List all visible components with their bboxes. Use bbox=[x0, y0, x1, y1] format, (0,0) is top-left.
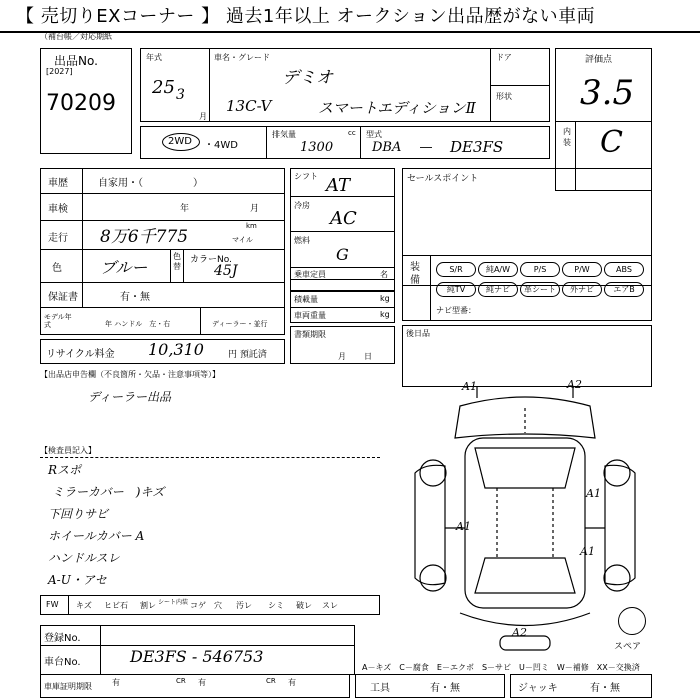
equip-item: エアB bbox=[604, 282, 644, 297]
ac-label: 冷房 bbox=[294, 201, 310, 210]
inspector-note: A-U・アセ bbox=[48, 573, 107, 587]
capacity-unit: 名 bbox=[380, 270, 388, 279]
model-name: デミオ bbox=[282, 68, 333, 88]
cert-item-cr: CR bbox=[266, 677, 276, 685]
equip-item: P/W bbox=[562, 262, 602, 277]
type-label: 型式 bbox=[366, 130, 382, 139]
recycle-unit: 円 預託済 bbox=[228, 350, 267, 360]
type-value: DE3FS bbox=[450, 138, 504, 156]
cert-label: 車庫証明期限 bbox=[44, 682, 92, 691]
car-damage-diagram bbox=[405, 378, 645, 658]
disp-value: 1300 bbox=[300, 140, 334, 155]
inspection-label: 車検 bbox=[48, 204, 68, 215]
lot-label: 出品No. bbox=[54, 54, 98, 68]
drive-2wd: 2WD bbox=[168, 136, 192, 147]
equip-item: 革シート bbox=[520, 282, 560, 297]
condition-item: 穴 bbox=[214, 601, 222, 610]
equip-item: ABS bbox=[604, 262, 644, 277]
history-label: 車歴 bbox=[48, 178, 68, 189]
grade-code: 13C-V bbox=[226, 97, 272, 115]
damage-legend: A－キズ C－腐食 E－エクボ S－サビ U－凹ミ W－補修 XX－交換済 bbox=[362, 663, 640, 672]
warranty-value: 有・無 bbox=[120, 292, 150, 303]
grade-name: スマートエディションⅡ bbox=[318, 99, 476, 117]
condition-item: キズ bbox=[76, 601, 92, 610]
weight-label: 車両重量 bbox=[294, 311, 326, 320]
equip-label: 装備 bbox=[410, 262, 420, 286]
chassis-value: DE3FS - 546753 bbox=[130, 647, 264, 666]
tools-label: 工具 bbox=[370, 683, 390, 694]
load-unit: kg bbox=[380, 294, 390, 303]
condition-item: 破レ bbox=[296, 601, 312, 610]
condition-item: シート内装 bbox=[158, 599, 189, 606]
score-value: 3.5 bbox=[580, 73, 635, 113]
equip-item: 純A/W bbox=[478, 262, 518, 277]
load-label: 積載量 bbox=[294, 295, 318, 304]
condition-item: スレ bbox=[322, 601, 338, 610]
inspector-note: 下回りサビ bbox=[48, 507, 109, 521]
fw-label: FW bbox=[46, 600, 59, 609]
score-label: 評価点 bbox=[585, 55, 613, 65]
weight-unit: kg bbox=[380, 310, 390, 319]
mark-a1-left: A1 bbox=[456, 520, 471, 533]
equip-item: P/S bbox=[520, 262, 560, 277]
inspector-note: ハンドルスレ bbox=[48, 551, 120, 565]
recycle-label: リサイクル料金 bbox=[46, 349, 115, 360]
drive-4wd: ・4WD bbox=[204, 140, 238, 151]
interior-value: C bbox=[600, 125, 623, 160]
condition-item: コゲ bbox=[190, 601, 206, 610]
model-label: 車名・グレード bbox=[214, 53, 270, 62]
inspector-note: ミラーカバー )キズ bbox=[52, 485, 165, 499]
condition-item: シミ bbox=[268, 601, 284, 610]
inspector-note: ホイールカバー A bbox=[48, 529, 145, 543]
spare-label: スペア bbox=[614, 642, 642, 652]
handle-label: 年 ハンドル 左・右 bbox=[105, 320, 171, 328]
color-label: 色 bbox=[52, 263, 62, 274]
declare-label: 【出品店申告欄（不良箇所・欠品・注意事項等）】 bbox=[40, 370, 220, 379]
condition-item: 汚レ bbox=[236, 601, 252, 610]
condition-item: ヒビ石 bbox=[104, 601, 128, 610]
jack-label: ジャッキ bbox=[518, 683, 558, 694]
equip-item: 純TV bbox=[436, 282, 476, 297]
interior-label: 内装 bbox=[563, 127, 571, 147]
equip-item: 外ナビ bbox=[562, 282, 602, 297]
mark-a2-front: A2 bbox=[567, 378, 582, 391]
color-value: ブルー bbox=[100, 258, 148, 277]
inspector-note: Rスポ bbox=[48, 463, 82, 477]
history-value: 自家用・（ ） bbox=[98, 178, 203, 189]
navi-label: ナビ型番： bbox=[436, 306, 476, 315]
lot-number: 70209 bbox=[46, 91, 116, 116]
expiry-unit: 月日 bbox=[338, 352, 390, 361]
declare-text: ディーラー出品 bbox=[88, 390, 172, 404]
shift-label: シフト bbox=[294, 172, 318, 181]
mark-a1-front: A1 bbox=[462, 380, 477, 393]
shape-label: 形状 bbox=[496, 92, 512, 101]
disp-unit: cc bbox=[348, 129, 356, 137]
door-label: ドア bbox=[496, 53, 512, 62]
year-value: 25 bbox=[152, 77, 175, 98]
inspection-month: 月 bbox=[250, 204, 260, 214]
spare-tire-icon bbox=[618, 607, 646, 635]
mileage-value: 8万6千775 bbox=[100, 227, 189, 247]
equip-item: S/R bbox=[436, 262, 476, 277]
jack-value: 有・無 bbox=[590, 683, 620, 694]
type-prefix: DBA bbox=[372, 140, 402, 155]
mark-a2-rear: A2 bbox=[512, 626, 527, 639]
month-value: 3 bbox=[176, 87, 185, 103]
auction-banner: 【 売切りEXコーナー 】 過去1年以上 オークション出品歴がない車両 bbox=[0, 0, 700, 33]
dealer-label: ディーラー・並行 bbox=[212, 320, 268, 328]
condition-item: 割レ bbox=[140, 601, 156, 610]
capacity-label: 乗車定員 bbox=[294, 270, 326, 279]
mark-a1-rear: A1 bbox=[580, 545, 595, 558]
lot-small: [2027] bbox=[46, 67, 73, 76]
cert-item: 有 bbox=[112, 678, 120, 687]
cert-item: 有 bbox=[288, 678, 296, 687]
ac-value: AC bbox=[330, 208, 357, 229]
inspector-label: 【検査員記入】 bbox=[40, 446, 96, 455]
chassis-label: 車台No. bbox=[44, 657, 81, 668]
mileage-label: 走行 bbox=[48, 233, 68, 244]
recycle-value: 10,310 bbox=[148, 340, 204, 359]
reg-label: 登録No. bbox=[44, 633, 81, 644]
sales-label: セールスポイント bbox=[407, 174, 479, 184]
fuel-value: G bbox=[336, 245, 349, 264]
shift-value: AT bbox=[326, 175, 351, 196]
color-swap-label: 色替 bbox=[173, 252, 181, 271]
expiry-label: 書類期限 bbox=[294, 330, 326, 339]
equip-item: 純ナビ bbox=[478, 282, 518, 297]
month-unit: 月 bbox=[199, 112, 207, 121]
cert-item-cr: CR bbox=[176, 677, 186, 685]
auction-sheet: （補台帳／対応期紙 出品No. [2027] 70209 年式 25 3 月 車名・グレード デミオ 13C-V スマートエディションⅡ ドア 形状 評価点 3.5 内装 C 2WD ・4WD 排気量 cc 1300 型式 DBA ― DE3FS 車歴 自家用・（ ） 車検 年 月 走行 8万6千775 km マイル 色 ブルー 色替 カラーNo. 45J 保証書 有・無 モデル年式 年 ハンドル 左・右 ディーラー・並行 リサイクル料金 10,310 円 預託済 シフト AT 冷房 AC 燃料 G 乗車定員 名 積載量 kg 車両重量 kg 書類期限 月日 セールスポイント 装備 S/R 純A/W P/S P/W ABS 純TV 純ナビ 革シート 外ナビ エアB ナビ型番： 後日品 【出品店申告欄（不良箇所・欠品・注意事項等）】 ディーラー出品 【検査員記入】 Rスポ ミラーカバー )キズ 下回りサビ ホイールカバー A ハンドルスレ A-U・アセ A1 A2 A1 A1 A1 A2 スペア FW キズ ヒビ石 割レ シート内装 コゲ 穴 汚レ シミ 破レ スレ 登録No. 車台No. DE3FS - 546753 A－キズ C－腐食 E－エクボ S－サビ U－凹ミ W－補修 XX－交換済 車庫証明期限 有 CR 有 CR 有 工具 有・無 ジャッキ 有・無 bbox=[0, 33, 700, 700]
tools-value: 有・無 bbox=[430, 683, 460, 694]
mileage-mile: マイル bbox=[232, 236, 253, 244]
disp-label: 排気量 bbox=[272, 130, 296, 139]
top-label: （補台帳／対応期紙 bbox=[40, 32, 112, 41]
warranty-label: 保証書 bbox=[48, 292, 78, 303]
year-label: 年式 bbox=[146, 53, 162, 62]
fuel-label: 燃料 bbox=[294, 236, 310, 245]
inspection-year: 年 bbox=[180, 204, 190, 214]
color-no-label: カラーNo. bbox=[190, 255, 232, 265]
mark-a1-right: A1 bbox=[586, 487, 601, 500]
memo-label: 後日品 bbox=[406, 329, 430, 338]
mileage-km: km bbox=[246, 222, 257, 230]
cert-item: 有 bbox=[198, 678, 206, 687]
model-year-label: モデル年式 bbox=[44, 313, 72, 329]
color-no-value: 45J bbox=[214, 263, 238, 279]
